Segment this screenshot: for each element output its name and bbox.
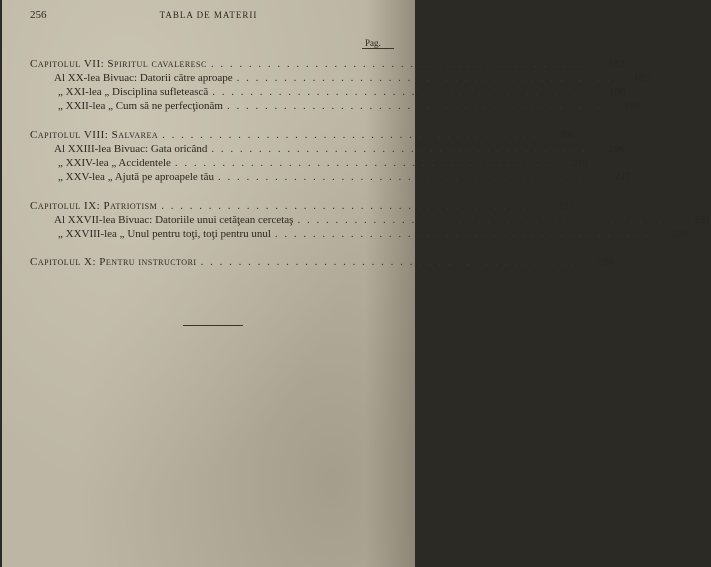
leader-dots: . . . . . . . . . . . . . . . . . . . . . . . . . . . . . . . . . . . . . . . . <box>174 157 551 169</box>
chapter-title: Capitolul VIII: Salvarea <box>30 129 159 141</box>
entry-title: „ XXVIII-lea „ Unul pentru toţi, toţi pentru unul <box>58 228 271 240</box>
page-ref: 210 <box>571 157 589 169</box>
toc-entry[interactable] <box>58 171 632 184</box>
entry-title: „ XXI-lea „ Disciplina sufletească <box>58 86 209 98</box>
page-ref: 183 <box>633 72 650 84</box>
page-ref: 217 <box>614 171 632 183</box>
leader-dots: . . . . . . . . . . . . . . . . . . . . . . . . . . . . . . . . . . . . . . . . <box>274 228 651 240</box>
page-ref: 206 <box>558 129 576 141</box>
leader-dots: . . . . . . . . . . . . . . . . . . . . . . . . . . . . . . . . . . . . . . . . <box>210 58 587 70</box>
leader-dots: . . . . . . . . . . . . . . . . . . . . . . . . . . . . . . . . . . . . . . . . <box>226 100 603 112</box>
page-ref: 236 <box>671 228 689 240</box>
toc-entry[interactable] <box>58 157 589 170</box>
entry-title: „ XXIV-lea „ Accidentele <box>58 157 171 169</box>
page-ref: 231 <box>694 214 711 226</box>
pag-underline <box>362 48 394 49</box>
toc-chapter-7[interactable] <box>30 58 625 71</box>
entry-title: Al XX-lea Bivuac: Datorii către aproape <box>54 72 233 84</box>
page-ref: 190 <box>609 86 626 98</box>
book-page <box>2 0 711 567</box>
leader-dots: . . . . . . . . . . . . . . . . . . . . . . . . . . . . . . . . . . . . . . . . <box>217 171 594 183</box>
toc-entry[interactable] <box>54 214 711 227</box>
leader-dots: . . . . . . . . . . . . . . . . . . . . . . . . . . . . . . . . . . . . . . . . <box>212 86 588 98</box>
page-number: 256 <box>30 9 47 21</box>
toc-entry[interactable] <box>58 100 641 113</box>
pag-column-label: Pag. <box>365 38 381 48</box>
leader-dots: . . . . . . . . . . . . . . . . . . . . . . . . . . . . . . . . . . . . . . . . <box>236 72 612 84</box>
entry-title: Al XXIII-lea Bivuac: Gata oricând <box>54 143 208 155</box>
toc-entry[interactable] <box>54 72 650 85</box>
leader-dots: . . . . . . . . . . . . . . . . . . . . . . . . . . . . . . . . . . . . . . . . <box>162 129 538 141</box>
chapter-title: Capitolul X: Pentru instructori <box>30 256 197 268</box>
chapter-title: Capitolul VII: Spiritul cavaleresc <box>30 58 207 70</box>
leader-dots: . . . . . . . . . . . . . . . . . . . . . . . . . . . . . . . . . . . . . . . . <box>161 200 537 212</box>
toc-entry[interactable] <box>54 143 625 156</box>
page-ref: 196 <box>623 100 641 112</box>
page-ref: 238 <box>597 256 614 268</box>
toc-chapter-8[interactable] <box>30 129 576 142</box>
entry-title: Al XXVII-lea Bivuac: Datoriile unui cetăţean cercetaş <box>54 214 294 226</box>
toc-chapter-9[interactable] <box>30 200 575 213</box>
running-header: TABLA DE MATERII <box>159 10 258 20</box>
entry-title: „ XXV-lea „ Ajută pe aproapele tău <box>58 171 214 183</box>
entry-title: „ XXII-lea „ Cum să ne perfecţionăm <box>58 100 223 112</box>
leader-dots: . . . . . . . . . . . . . . . . . . . . . . . . . . . . . . . . . . . . . . . . <box>297 214 673 226</box>
toc-chapter-10[interactable] <box>30 256 614 269</box>
page-ref: 231 <box>558 200 575 212</box>
toc-entry[interactable] <box>58 228 689 241</box>
toc-entry[interactable] <box>58 86 626 99</box>
page-ref: 182 <box>607 58 625 70</box>
chapter-title: Capitolul IX: Patriotism <box>30 200 158 212</box>
end-rule <box>183 325 243 326</box>
leader-dots: . . . . . . . . . . . . . . . . . . . . . . . . . . . . . . . . . . . . . . . . <box>200 256 576 268</box>
page-ref: 206 <box>608 143 625 155</box>
leader-dots: . . . . . . . . . . . . . . . . . . . . . . . . . . . . . . . . . . . . . . . . <box>211 143 587 155</box>
